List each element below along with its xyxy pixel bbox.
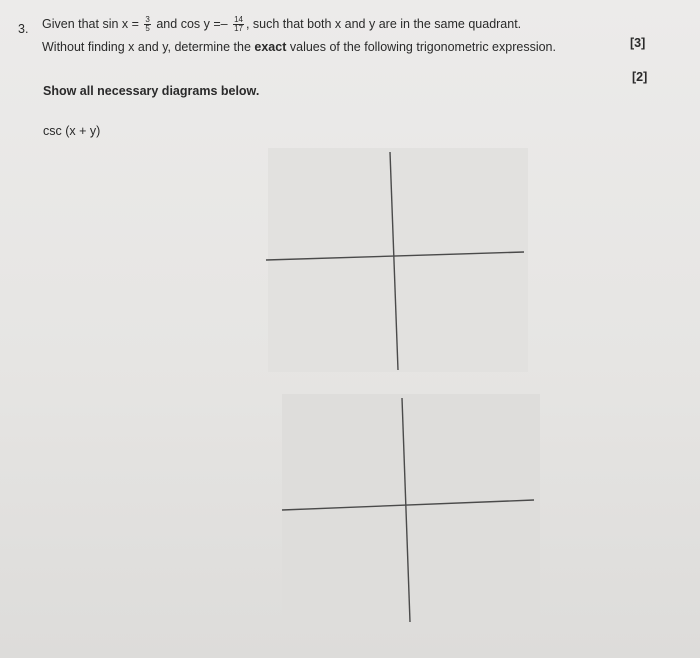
axes-bottom-svg bbox=[278, 394, 543, 626]
total-marks: [3] bbox=[630, 36, 646, 50]
sin-denominator: 5 bbox=[145, 24, 150, 33]
sin-numerator: 3 bbox=[145, 15, 150, 24]
question-line-2 bbox=[42, 40, 556, 54]
sin-fraction bbox=[144, 16, 150, 33]
cos-fraction bbox=[233, 16, 244, 33]
axes-top-shade bbox=[268, 148, 528, 372]
exact-word: exact bbox=[254, 40, 287, 54]
question-number: 3. bbox=[18, 22, 29, 36]
line1-mid: and cos y =– bbox=[156, 16, 228, 31]
axes-diagram-bottom bbox=[278, 394, 543, 626]
axes-diagram-top bbox=[262, 148, 532, 374]
trig-expression: csc (x + y) bbox=[43, 124, 101, 138]
line2-suffix: values of the following trigonometric expression. bbox=[289, 40, 556, 54]
line2-prefix: Without finding x and y, determine the bbox=[42, 40, 251, 54]
line1-prefix: Given that sin x = bbox=[42, 16, 139, 31]
axes-bottom-shade bbox=[282, 394, 540, 620]
part-marks: [2] bbox=[632, 70, 648, 84]
axes-top-svg bbox=[262, 148, 532, 374]
question-line-1 bbox=[42, 16, 521, 33]
diagram-instruction: Show all necessary diagrams below. bbox=[43, 84, 260, 98]
line1-suffix: , such that both x and y are in the same quadrant. bbox=[245, 16, 522, 31]
cos-denominator: 17 bbox=[234, 24, 243, 33]
cos-numerator: 14 bbox=[234, 15, 243, 24]
